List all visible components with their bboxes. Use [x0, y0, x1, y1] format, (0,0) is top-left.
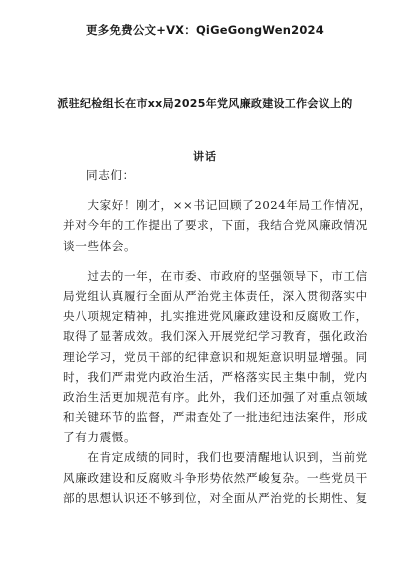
document-subtitle: 讲话: [193, 150, 217, 163]
paragraph-1: [63, 195, 372, 256]
paragraph-line: 谈一些体会。: [63, 238, 137, 253]
paragraph-line: 大家好！刚才，××书记回顾了2024年局工作情况，: [63, 198, 372, 213]
salutation: 同志们：: [86, 168, 135, 182]
paragraph-line: 并对今年的工作提出了要求，下面，我结合党风廉政情况: [63, 218, 368, 233]
paragraph-line: 在肯定成绩的同时，我们也要清醒地认识到，当前党: [63, 450, 368, 465]
document-title: 派驻纪检组长在市xx局2025年党风廉政建设工作会议上的: [57, 97, 353, 110]
salutation-gap: [63, 185, 363, 195]
paragraph-line: 部的思想认识还不够到位，对全面从严治党的长期性、复: [63, 490, 368, 505]
paragraph-line: 央八项规定精神，扎实推进党风廉政建设和反腐败工作，: [63, 309, 368, 324]
paragraph-line: 政治生活更加规范有序。此外，我们还加强了对重点领域: [63, 389, 368, 404]
paragraph-line: 时，我们严肃党内政治生活，严格落实民主集中制，党内: [63, 369, 368, 384]
paragraph-2: [63, 266, 368, 448]
paragraph-line: 和关键环节的监督，严肃查处了一批违纪违法案件，形成: [63, 410, 368, 425]
paragraph-line: 取得了显著成效。我们深入开展党纪学习教育，强化政治: [63, 329, 368, 344]
promo-header: 更多免费公文+VX：QiGeGongWen2024: [86, 23, 324, 37]
paragraph-gap: [63, 256, 363, 266]
paragraph-line: 了有力震慑。: [63, 430, 137, 445]
paragraph-3: [63, 447, 368, 508]
paragraph-line: 局党组认真履行全面从严治党主体责任，深入贯彻落实中: [63, 288, 368, 303]
paragraph-line: 风廉政建设和反腐败斗争形势依然严峻复杂。一些党员干: [63, 470, 368, 485]
paragraph-line: 过去的一年，在市委、市政府的坚强领导下，市工信: [63, 268, 368, 283]
document-body: [63, 165, 372, 508]
paragraph-line: 理论学习，党员干部的纪律意识和规矩意识明显增强。同: [63, 349, 368, 364]
